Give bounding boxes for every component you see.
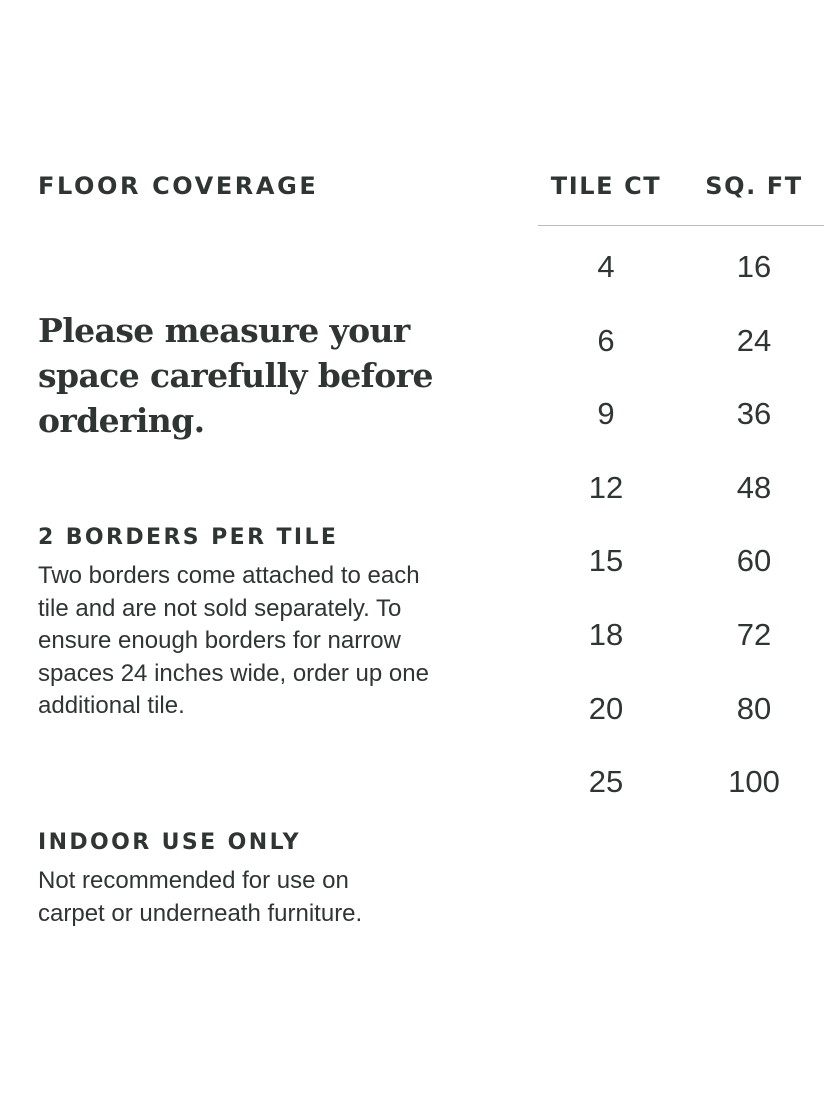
tile-count-cell: 25 xyxy=(588,764,624,800)
square-feet-cell: 72 xyxy=(736,616,772,652)
indoor-heading: INDOOR USE ONLY xyxy=(38,830,301,855)
table-row xyxy=(540,389,824,463)
table-row xyxy=(540,242,824,316)
table-row xyxy=(540,684,824,758)
square-feet-column-header: SQ. FT xyxy=(705,172,803,200)
tile-count-cell: 4 xyxy=(597,249,615,284)
indoor-description: Not recommended for use on carpet or underneath furniture. xyxy=(38,867,363,927)
square-feet-cell: 80 xyxy=(736,690,772,726)
tile-count-column-header: TILE CT xyxy=(550,172,662,200)
table-row xyxy=(540,610,824,684)
square-feet-cell: 16 xyxy=(736,249,772,284)
square-feet-cell: 48 xyxy=(736,469,772,505)
square-feet-cell: 60 xyxy=(736,543,772,579)
table-row xyxy=(540,757,824,831)
table-row xyxy=(540,316,824,390)
table-row xyxy=(540,463,824,537)
square-feet-cell: 100 xyxy=(728,764,780,800)
borders-heading: 2 BORDERS PER TILE xyxy=(38,525,339,550)
tile-count-cell: 6 xyxy=(597,322,615,358)
tile-count-cell: 18 xyxy=(588,616,624,652)
table-row xyxy=(540,536,824,610)
tile-count-cell: 9 xyxy=(597,396,615,432)
square-feet-cell: 36 xyxy=(736,396,772,432)
tile-count-cell: 15 xyxy=(588,543,624,579)
tile-count-cell: 20 xyxy=(588,690,624,726)
tile-count-cell: 12 xyxy=(588,469,624,505)
borders-description: Two borders come attached to each tile and are not sold separately. To ensure enough borders for narrow spaces 24 inches wide, order up one additional tile. xyxy=(38,562,429,719)
floor-coverage-heading: FLOOR COVERAGE xyxy=(38,172,319,200)
measure-note: Please measure your space carefully before ordering. xyxy=(38,311,433,440)
table-header-divider xyxy=(538,225,824,226)
coverage-table xyxy=(540,242,824,831)
square-feet-cell: 24 xyxy=(736,322,772,358)
